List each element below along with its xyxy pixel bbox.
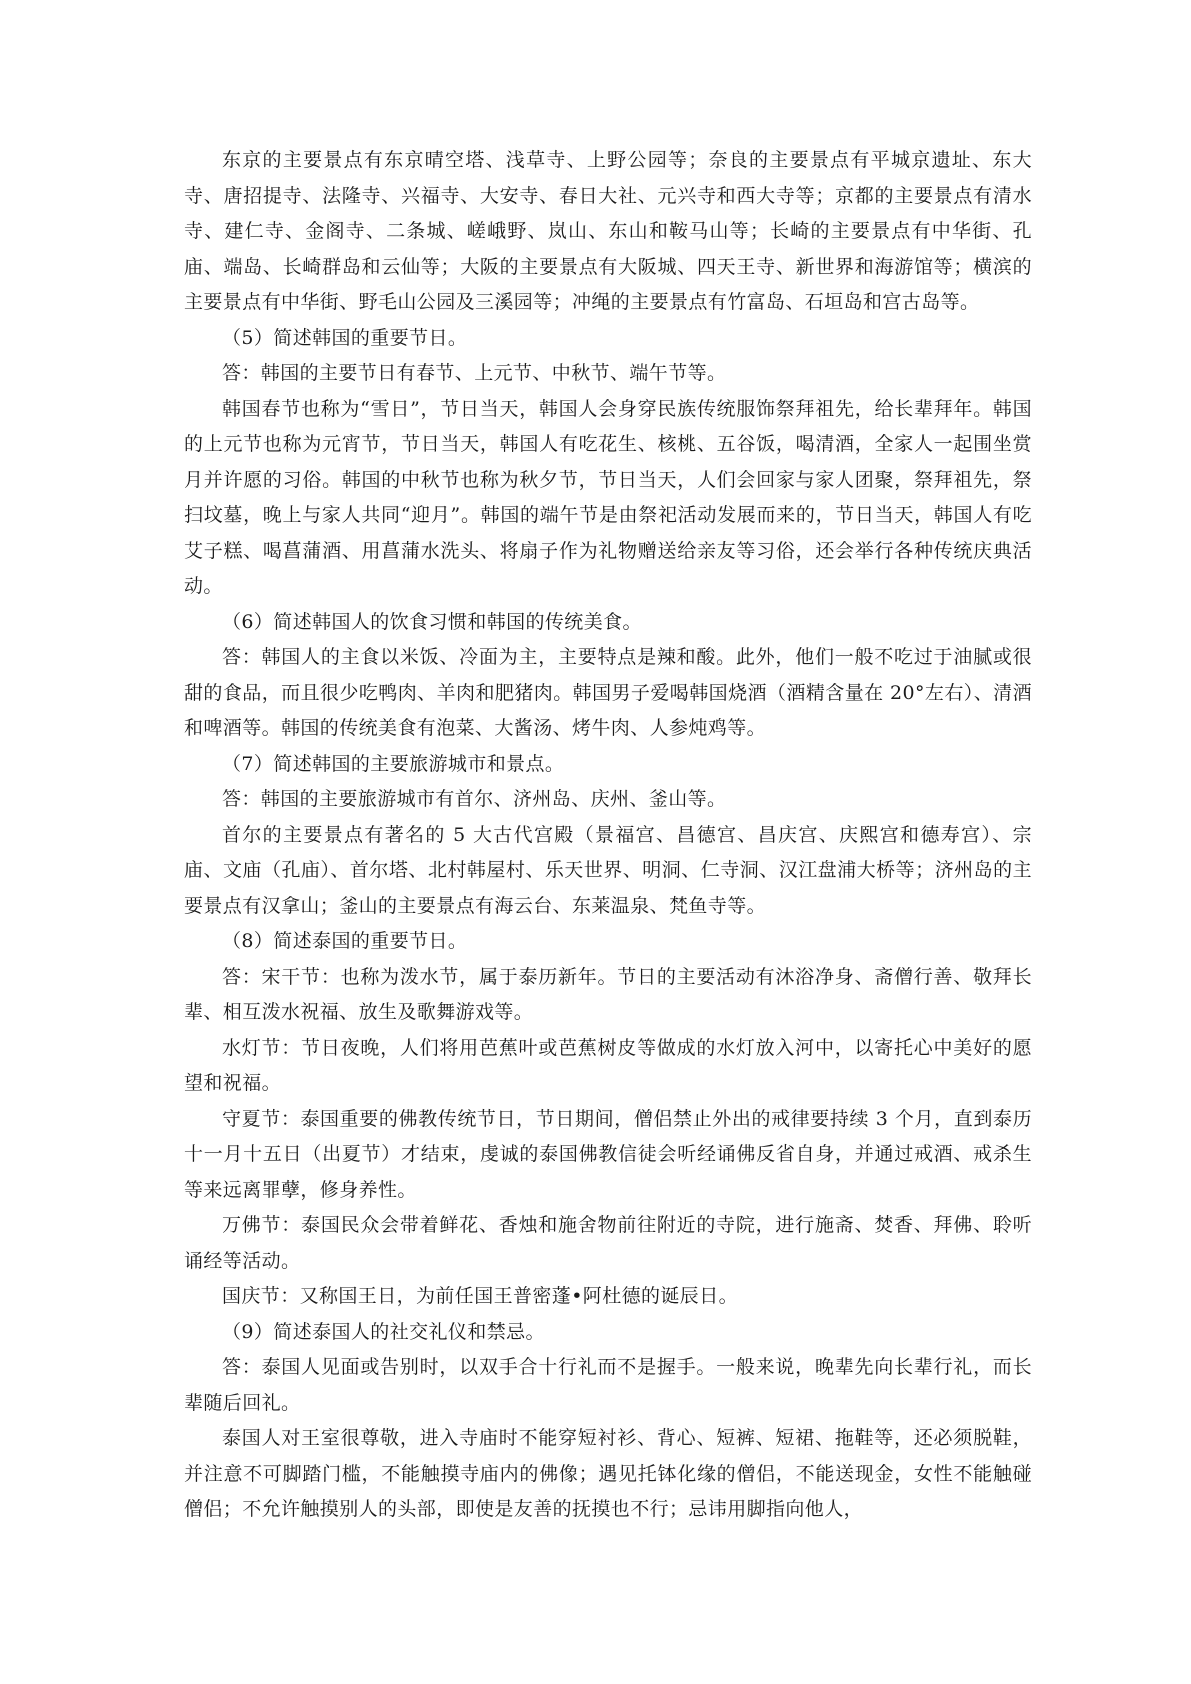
question-8-heading: （8）简述泰国的重要节日。 [222, 930, 468, 952]
answer-7-summary: 答：韩国的主要旅游城市有首尔、济州岛、庆州、釜山等。 [222, 788, 727, 810]
paragraph-korean-sights: 首尔的主要景点有著名的 5 大古代宫殿（景福宫、昌德宫、昌庆宫、庆熙宫和德寿宫）、宗庙、文庙（孔庙）、首尔塔、北村韩屋村、乐天世界、明洞、仁寺洞、汉江盘浦大桥等；济州岛的主要景点有汉拿山；釜山的主要景点有海云台、东莱温泉、梵鱼寺等。 [184, 823, 1032, 917]
question-6-heading: （6）简述韩国人的饮食习惯和韩国的传统美食。 [222, 610, 642, 633]
paragraph-tokyo-sights: 东京的主要景点有东京晴空塔、浅草寺、上野公园等；奈良的主要景点有平城京遗址、东大寺、唐招提寺、法隆寺、兴福寺、大安寺、春日大社、元兴寺和西大寺等；京都的主要景点有清水寺、建仁寺、金阁寺、二条城、嵯峨野、岚山、东山和鞍马山等；长崎的主要景点有中华街、孔庙、端岛、长崎群岛和云仙等；大阪的主要景点有大阪城、四天王寺、新世界和海游馆等；横滨的主要景点有中华街、野毛山公园及三溪园等；冲绳的主要景点有竹富岛、石垣岛和宫古岛等。 [184, 149, 1032, 313]
paragraph-loy-krathong: 水灯节：节日夜晚，人们将用芭蕉叶或芭蕉树皮等做成的水灯放入河中，以寄托心中美好的愿望和祝福。 [184, 1036, 1032, 1094]
answer-9-greeting: 答：泰国人见面或告别时，以双手合十行礼而不是握手。一般来说，晚辈先向长辈行礼，而长辈随后回礼。 [184, 1356, 1032, 1414]
document-page [184, 143, 1032, 1528]
paragraph-vassa: 守夏节：泰国重要的佛教传统节日，节日期间，僧侣禁止外出的戒律要持续 3 个月，直到泰历十一月十五日（出夏节）才结束，虔诚的泰国佛教信徒会听经诵佛反省自身，并通过戒酒、戒杀生等来远离罪孽，修身养性。 [184, 1107, 1032, 1201]
question-5-heading: （5）简述韩国的重要节日。 [222, 326, 468, 349]
answer-5-summary: 答：韩国的主要节日有春节、上元节、中秋节、端午节等。 [222, 362, 727, 384]
question-9-heading: （9）简述泰国人的社交礼仪和禁忌。 [222, 1320, 545, 1343]
paragraph-thai-taboos: 泰国人对王室很尊敬，进入寺庙时不能穿短衬衫、背心、短裤、短裙、拖鞋等，还必须脱鞋，并注意不可脚踏门槛，不能触摸寺庙内的佛像；遇见托钵化缘的僧侣，不能送现金，女性不能触碰僧侣；不允许触摸别人的头部，即使是友善的抚摸也不行；忌讳用脚指向他人， [184, 1427, 1032, 1520]
paragraph-makha-bucha: 万佛节：泰国民众会带着鲜花、香烛和施舍物前往附近的寺院，进行施斋、焚香、拜佛、聆听诵经等活动。 [184, 1214, 1032, 1272]
answer-8-songkran: 答：宋干节：也称为泼水节，属于泰历新年。节日的主要活动有沐浴净身、斋僧行善、敬拜长辈、相互泼水祝福、放生及歌舞游戏等。 [184, 965, 1032, 1023]
question-7-heading: （7）简述韩国的主要旅游城市和景点。 [222, 752, 565, 775]
answer-6-korean-food: 答：韩国人的主食以米饭、冷面为主，主要特点是辣和酸。此外，他们一般不吃过于油腻或很甜的食品，而且很少吃鸭肉、羊肉和肥猪肉。韩国男子爱喝韩国烧酒（酒精含量在 20°左右）、清酒和啤酒等。韩国的传统美食有泡菜、大酱汤、烤牛肉、人参炖鸡等。 [184, 646, 1032, 739]
paragraph-korean-festivals: 韩国春节也称为“雪日”，节日当天，韩国人会身穿民族传统服饰祭拜祖先，给长辈拜年。韩国的上元节也称为元宵节，节日当天，韩国人有吃花生、核桃、五谷饭，喝清酒，全家人一起围坐赏月并许愿的习俗。韩国的中秋节也称为秋夕节，节日当天，人们会回家与家人团聚，祭拜祖先，祭扫坟墓，晚上与家人共同“迎月”。韩国的端午节是由祭祀活动发展而来的，节日当天，韩国人有吃艾子糕、喝菖蒲酒、用菖蒲水洗头、将扇子作为礼物赠送给亲友等习俗，还会举行各种传统庆典活动。 [184, 397, 1032, 597]
paragraph-national-day: 国庆节：又称国王日，为前任国王普密蓬•阿杜德的诞辰日。 [222, 1285, 739, 1307]
